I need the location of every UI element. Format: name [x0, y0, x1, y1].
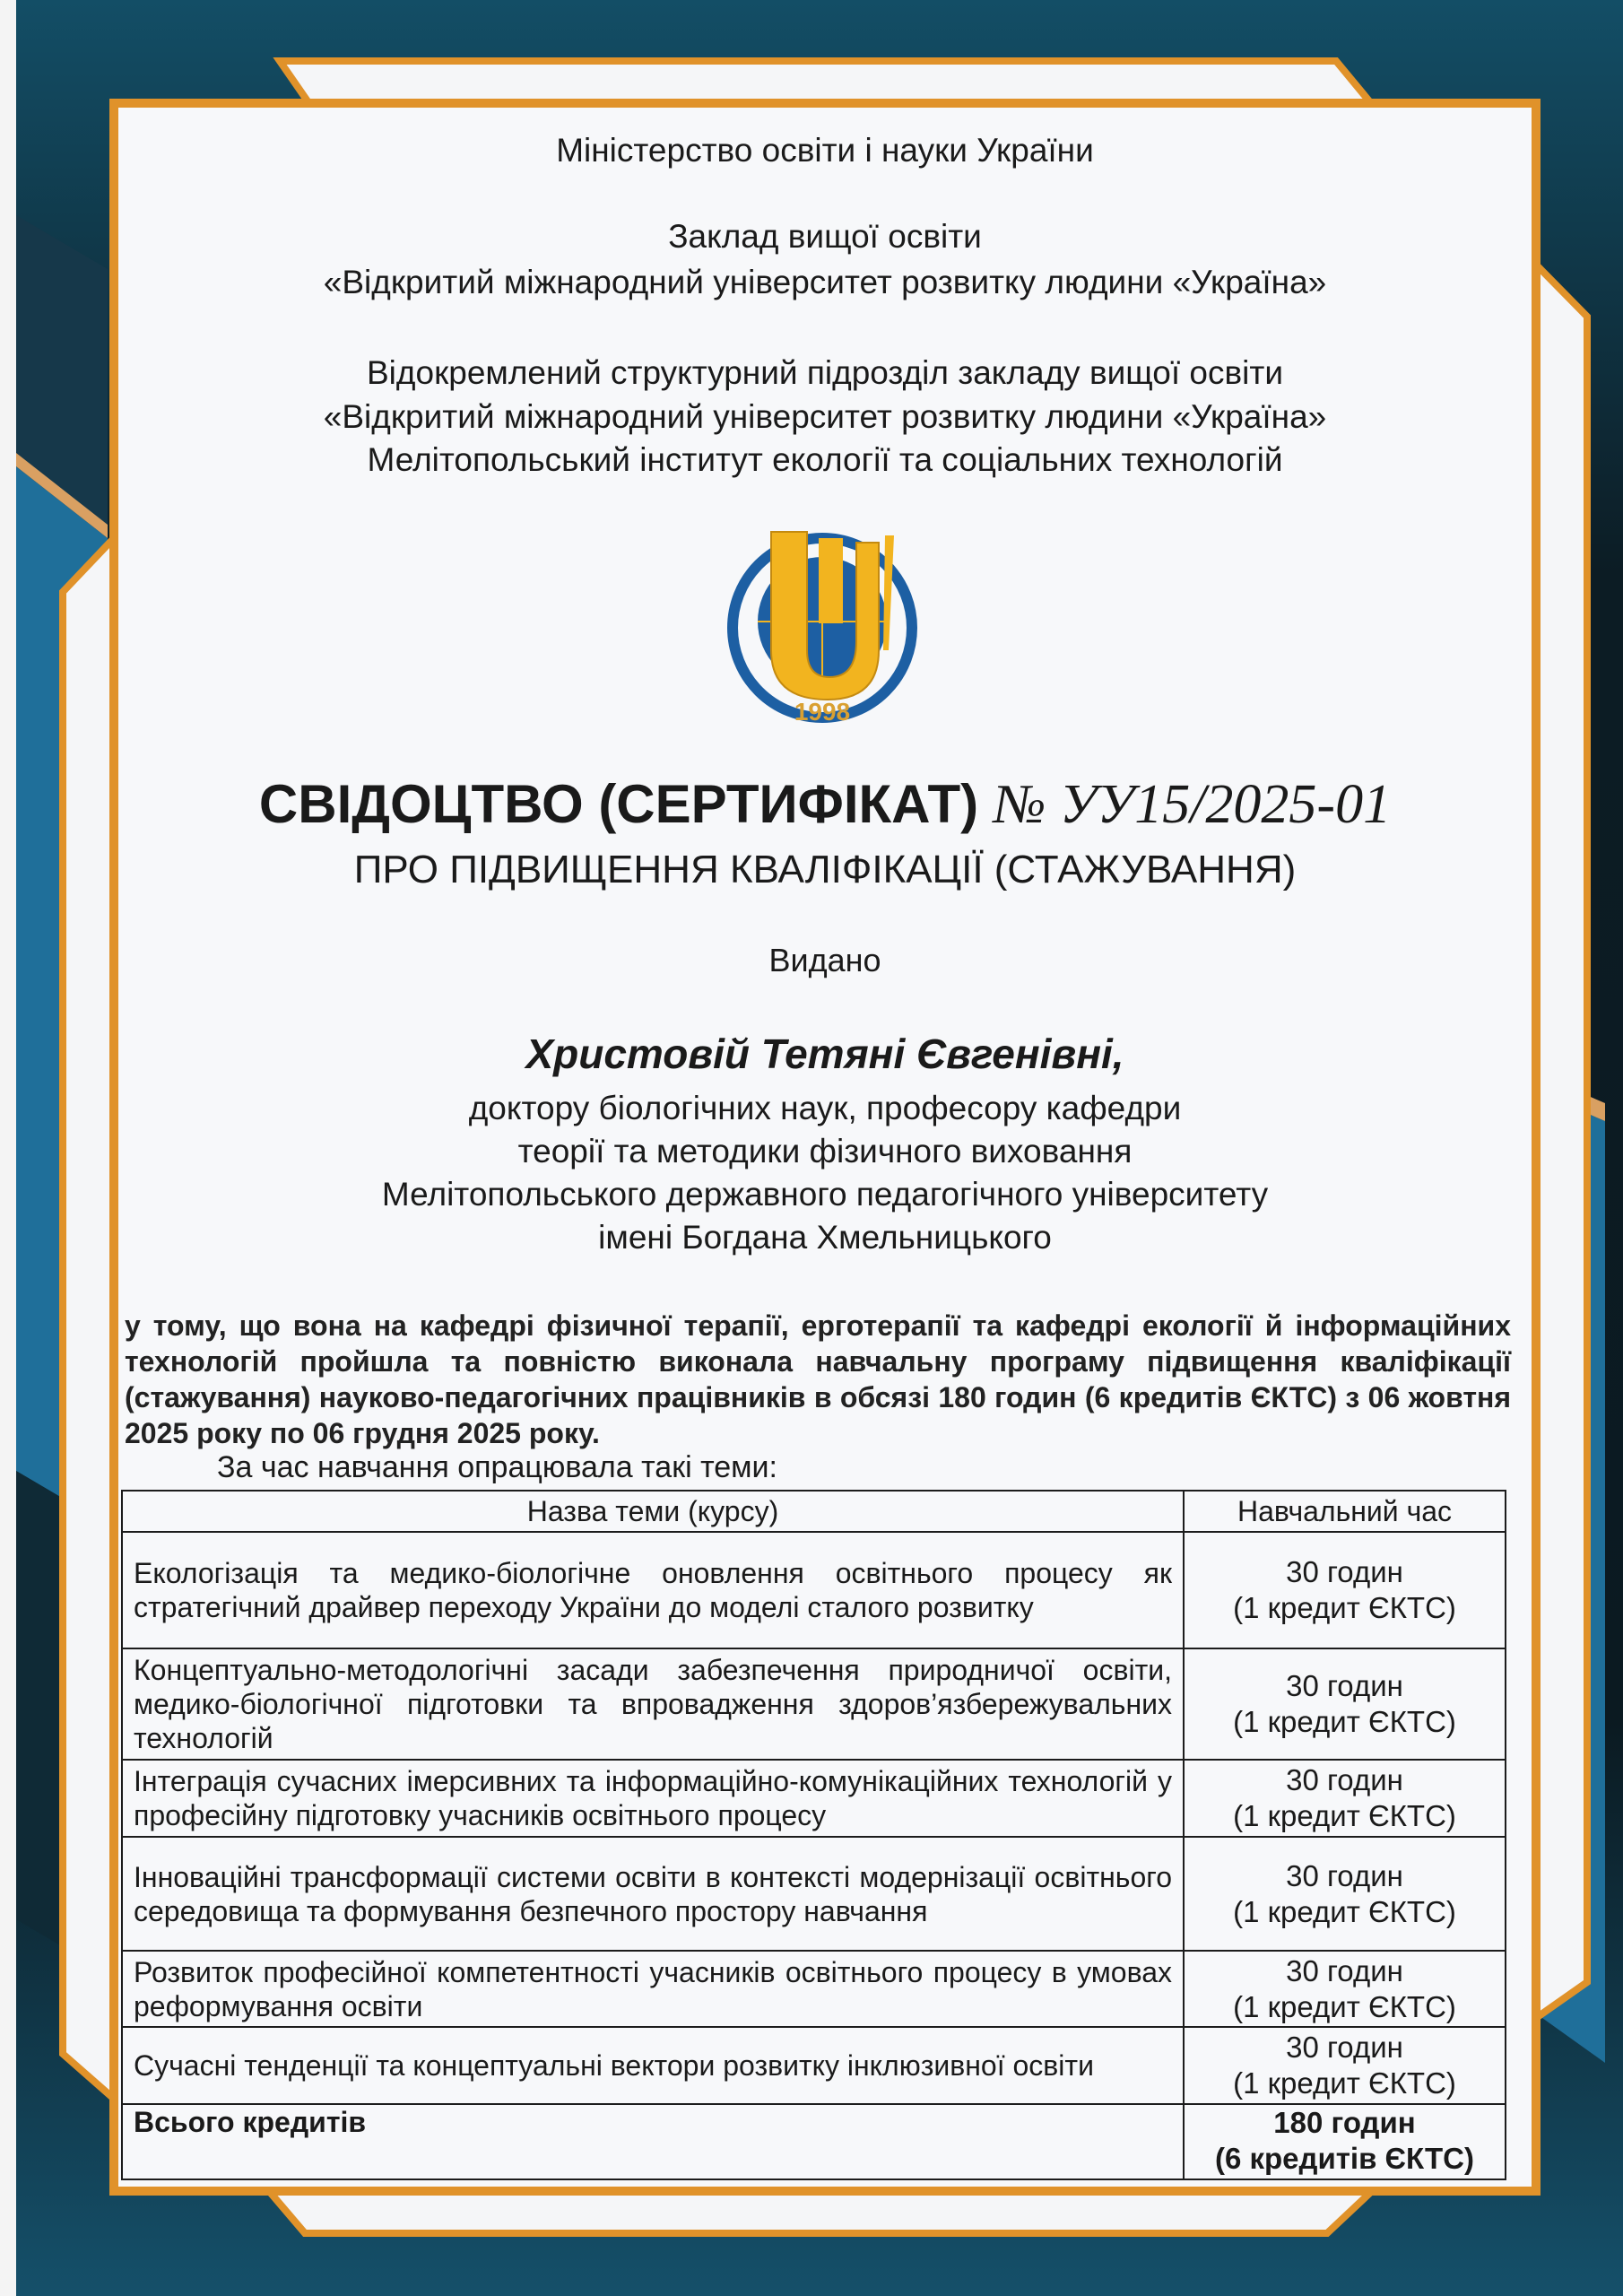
position-line: імені Богдана Хмельницького [598, 1219, 1052, 1256]
certificate-subtitle: ПРО ПІДВИЩЕННЯ КВАЛІФІКАЦІЇ (СТАЖУВАННЯ) [353, 848, 1297, 891]
certificate-statement: у тому, що вона на кафедрі фізичної терапії, ерготерапії та кафедрі екології й інформаційних технологій пройшла та повністю виконала навчальну програму підвищення кваліфікації (стажування) науково-педагогічних працівників в обсязі 180 годин (6 кредитів ЄКТС) з 06 жовтня 2025 року по 06 грудня 2025 року. [125, 1309, 1511, 1449]
hours: 30 годин [1286, 1953, 1403, 1987]
topic-cell: Екологізація та медико-біологічне оновлення освітнього процесу як стратегічний драйвер переходу України до моделі сталого розвитку [122, 1532, 1184, 1648]
topic-cell: Інноваційні трансформації системи освіти в контексті модернізації освітнього середовища та формування безпечного простору навчання [122, 1837, 1184, 1951]
ministry-name: Міністерство освіти і науки України [556, 132, 1094, 169]
hours: 30 годин [1286, 1669, 1403, 1702]
position-line: доктору біологічних наук, професору кафедри [468, 1090, 1182, 1126]
institution-line-1: Заклад вищої освіти [668, 218, 982, 255]
credits: (1 кредит ЄКТС) [1233, 1894, 1456, 1928]
hours-cell [1184, 1648, 1506, 1760]
topics-intro: За час навчання опрацювала такі теми: [217, 1450, 777, 1484]
hours-cell [1184, 1532, 1506, 1648]
total-hours: 180 годин [1273, 2106, 1416, 2139]
logo-year: 1998 [794, 698, 851, 726]
hours: 30 годин [1286, 2031, 1403, 2064]
recipient-position [114, 1087, 1536, 1259]
table-header-row [122, 1491, 1506, 1532]
topic-cell: Інтеграція сучасних імерсивних та інформаційно-комунікаційних технологій у професійну підготовку учасників освітнього процесу [122, 1760, 1184, 1837]
table-total-row [122, 2104, 1506, 2179]
credits: (1 кредит ЄКТС) [1233, 1799, 1456, 1832]
total-hours-cell [1184, 2104, 1506, 2179]
table-row [122, 1760, 1506, 1837]
certificate-title-text: СВІДОЦТВО (СЕРТИФІКАТ) [258, 774, 979, 834]
division-line-3: Мелітопольський інститут екології та соціальних технологій [367, 441, 1283, 478]
credits: (1 кредит ЄКТС) [1233, 1591, 1456, 1624]
topics-table [121, 1490, 1506, 2180]
hours: 30 годин [1286, 1555, 1403, 1588]
hours-cell [1184, 1951, 1506, 2027]
institution-line-2: «Відкритий міжнародний університет розвитку людини «Україна» [323, 264, 1327, 300]
total-credits: (6 кредитів ЄКТС) [1215, 2142, 1474, 2175]
hours: 30 годин [1286, 1763, 1403, 1796]
university-logo [722, 516, 924, 726]
column-header-hours: Навчальний час [1184, 1491, 1506, 1532]
hours-cell [1184, 1837, 1506, 1951]
position-line: Мелітопольського державного педагогічного університету [381, 1176, 1269, 1213]
credits: (1 кредит ЄКТС) [1233, 2066, 1456, 2100]
hours: 30 годин [1286, 1858, 1403, 1892]
issued-label: Видано [768, 942, 881, 978]
table-row [122, 1837, 1506, 1951]
division-line-1: Відокремлений структурний підрозділ закладу вищої освіти [367, 354, 1283, 391]
division-line-2: «Відкритий міжнародний університет розвитку людини «Україна» [323, 398, 1327, 435]
recipient-name: Христовій Тетяні Євгенівні, [525, 1031, 1124, 1077]
hours-cell [1184, 2027, 1506, 2104]
table-row [122, 1951, 1506, 2027]
column-header-topic: Назва теми (курсу) [122, 1491, 1184, 1532]
position-line: теорії та методики фізичного виховання [517, 1133, 1133, 1170]
total-label: Всього кредитів [122, 2104, 1184, 2179]
hours-cell [1184, 1760, 1506, 1837]
table-row [122, 1648, 1506, 1760]
table-row [122, 2027, 1506, 2104]
certificate-number: № УУ15/2025-01 [993, 774, 1392, 835]
credits: (1 кредит ЄКТС) [1233, 1989, 1456, 2023]
table-row [122, 1532, 1506, 1648]
topic-cell: Концептуально-методологічні засади забезпечення природничої освіти, медико-біологічної підготовки та впровадження здоров’язбережувальних технологій [122, 1648, 1184, 1760]
credits: (1 кредит ЄКТС) [1233, 1705, 1456, 1738]
topic-cell: Сучасні тенденції та концептуальні вектори розвитку інклюзивної освіти [122, 2027, 1184, 2104]
certificate-title [114, 773, 1536, 837]
topic-cell: Розвиток професійної компетентності учасників освітнього процесу в умовах реформування освіти [122, 1951, 1184, 2027]
